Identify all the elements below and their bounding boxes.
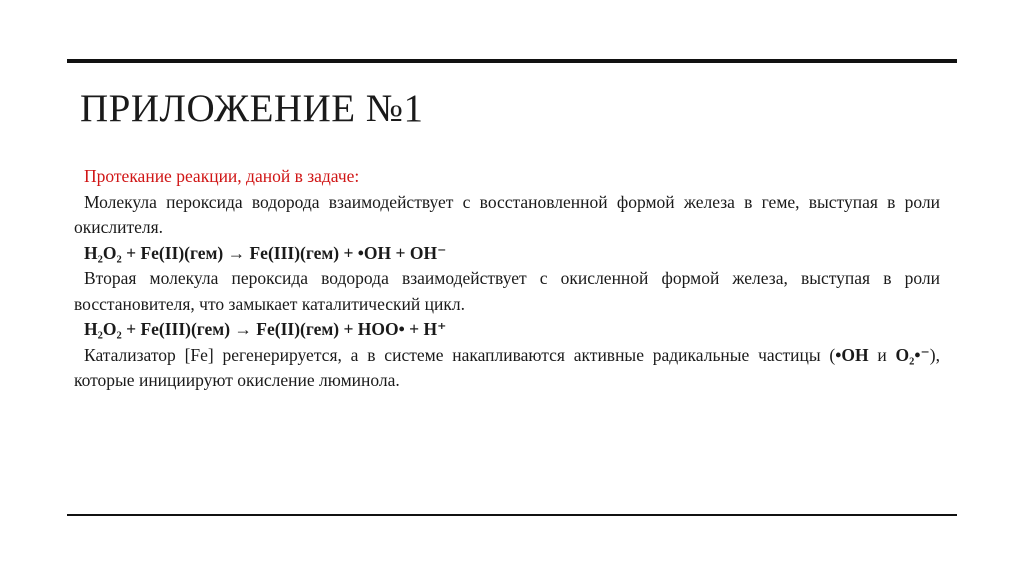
- intro-text: Протекание реакции, даной в задаче:: [84, 166, 360, 186]
- conjunction-text: и: [868, 344, 896, 365]
- bottom-divider: [67, 514, 957, 516]
- paragraph-catalyst-end: ), которые инициируют окисление люминола.: [74, 344, 940, 390]
- paragraph-oxidizer: Молекула пероксида водорода взаимодействует с восстановленной формой железа в геме, выступая в роли окислителя.: [74, 191, 940, 237]
- slide-body: [74, 164, 940, 394]
- equation-1: H₂O₂ + Fe(II)(гем) → Fe(III)(гем) + •OH + OH⁻: [84, 242, 447, 263]
- radical-oh: •OH: [835, 344, 869, 365]
- equation-2: H₂O₂ + Fe(III)(гем) → Fe(II)(гем) + HOO• + H⁺: [84, 319, 447, 339]
- paragraph-catalyst-start: Катализатор [Fe] регенерируется, а в системе накапливаются активные радикальные частицы (: [84, 344, 836, 365]
- paragraph-catalyst: [74, 343, 940, 394]
- top-divider: [67, 59, 957, 63]
- slide-title: ПРИЛОЖЕНИЕ №1: [80, 87, 424, 130]
- radical-superoxide: O₂•⁻: [895, 344, 930, 365]
- paragraph-reducer: Вторая молекула пероксида водорода взаимодействует с окисленной формой железа, выступая в роли восстановителя, что замыкает каталитический цикл.: [74, 268, 940, 314]
